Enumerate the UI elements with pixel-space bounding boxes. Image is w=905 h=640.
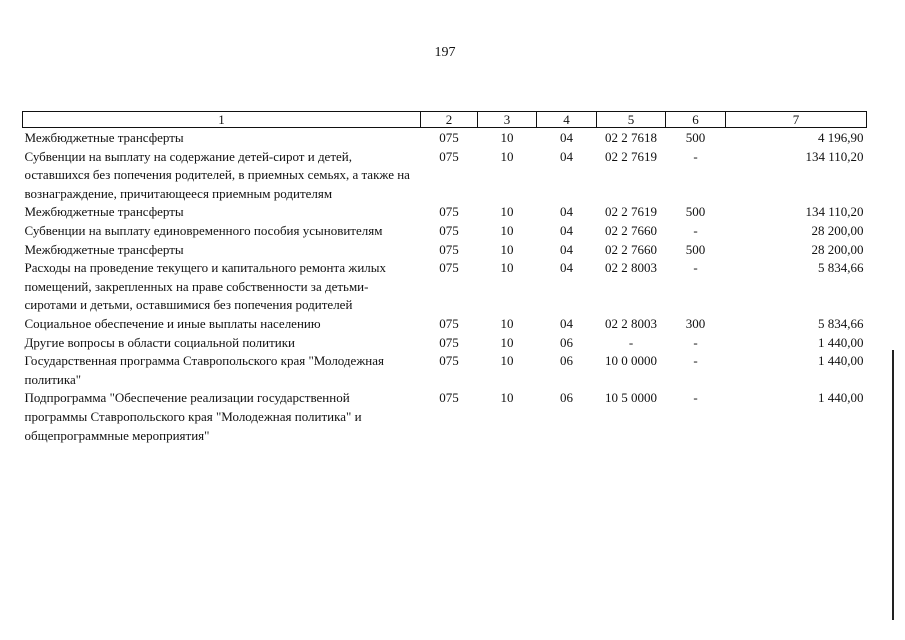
row-sum: 1 440,00 (818, 390, 864, 406)
row-sum: 134 110,20 (805, 204, 864, 220)
table-row (23, 203, 867, 222)
row-code: 075 (439, 241, 459, 257)
row-name: Межбюджетные трансферты (24, 204, 184, 220)
row-expense-type: - (693, 334, 698, 350)
row-target: 02 2 7660 (605, 222, 657, 238)
row-section: 10 (500, 260, 514, 276)
row-code: 075 (439, 204, 459, 220)
row-sum: 5 834,66 (818, 315, 864, 331)
row-section: 10 (500, 130, 514, 145)
row-subsection: 04 (560, 204, 573, 220)
row-subsection: 06 (560, 334, 573, 350)
column-header: 6 (666, 112, 726, 128)
table-row (23, 315, 867, 334)
row-subsection: 06 (560, 390, 573, 406)
row-sum: 28 200,00 (811, 241, 864, 257)
row-name: Межбюджетные трансферты (24, 130, 184, 145)
row-section: 10 (500, 315, 514, 331)
row-target: 02 2 7660 (605, 241, 657, 257)
row-subsection: 04 (560, 222, 573, 238)
row-code: 075 (439, 222, 459, 238)
row-name: Социальное обеспечение и иные выплаты населению (24, 315, 321, 331)
row-sum: 1 440,00 (818, 334, 864, 350)
row-code: 075 (439, 334, 459, 350)
column-number-row (23, 112, 867, 128)
table-row (23, 334, 867, 353)
row-expense-type: 300 (685, 315, 706, 331)
table-row (23, 148, 867, 204)
row-subsection: 04 (560, 315, 573, 331)
row-target: 10 0 0000 (605, 353, 657, 369)
table-row (23, 352, 867, 389)
row-name: Государственная программа Ставропольского края "Молодежная политика" (24, 353, 385, 387)
row-subsection: 04 (560, 241, 573, 257)
table-row (23, 222, 867, 241)
row-section: 10 (500, 148, 514, 164)
row-subsection: 04 (560, 260, 573, 276)
column-header: 2 (421, 112, 478, 128)
row-target: 10 5 0000 (605, 390, 657, 406)
row-name: Расходы на проведение текущего и капитального ремонта жилых помещений, закрепленных на праве собственности за детьми-сиротами и детьми, оставшимися без попечения родителей (24, 260, 387, 313)
row-sum: 1 440,00 (818, 353, 864, 369)
table-row (23, 241, 867, 260)
row-target: 02 2 8003 (605, 315, 657, 331)
row-expense-type: - (693, 260, 698, 276)
row-subsection: 04 (560, 148, 573, 164)
row-name: Субвенции на выплату на содержание детей-сирот и детей, оставшихся без попечения родителей, в приемных семьях, а также на вознаграждение, причитающееся приемным родителям (24, 148, 410, 201)
row-subsection: 04 (560, 130, 573, 145)
row-section: 10 (500, 222, 514, 238)
row-section: 10 (500, 241, 514, 257)
row-code: 075 (439, 390, 459, 406)
row-target: - (628, 334, 634, 350)
row-expense-type: - (693, 353, 698, 369)
column-header: 1 (23, 112, 421, 128)
row-sum: 134 110,20 (805, 148, 864, 164)
column-header: 5 (597, 112, 666, 128)
row-section: 10 (500, 390, 514, 406)
row-expense-type: 500 (685, 241, 706, 257)
scan-edge-line (892, 350, 894, 620)
row-expense-type: 500 (685, 130, 706, 145)
row-name: Субвенции на выплату единовременного пособия усыновителям (24, 222, 383, 238)
column-header: 3 (478, 112, 537, 128)
row-subsection: 06 (560, 353, 573, 369)
row-name: Подпрограмма "Обеспечение реализации государственной программы Ставропольского края "Молодежная политика" и общепрограммные мероприятия" (24, 390, 362, 443)
table-row (23, 389, 867, 445)
row-code: 075 (439, 260, 459, 276)
page-number: 197 (434, 45, 456, 60)
row-target: 02 2 7619 (605, 204, 657, 220)
row-sum: 4 196,90 (818, 130, 864, 145)
column-header: 7 (726, 112, 867, 128)
row-section: 10 (500, 353, 514, 369)
table-row (23, 259, 867, 315)
column-header: 4 (537, 112, 597, 128)
row-target: 02 2 8003 (605, 260, 657, 276)
row-code: 075 (439, 315, 459, 331)
table-row (23, 128, 867, 148)
budget-table (22, 111, 867, 445)
row-expense-type: - (693, 148, 698, 164)
row-sum: 5 834,66 (818, 260, 864, 276)
row-code: 075 (439, 130, 459, 145)
row-name: Межбюджетные трансферты (24, 241, 184, 257)
row-section: 10 (500, 204, 514, 220)
row-target: 02 2 7618 (605, 130, 657, 145)
row-expense-type: 500 (685, 204, 706, 220)
row-expense-type: - (693, 222, 698, 238)
row-sum: 28 200,00 (811, 222, 864, 238)
row-code: 075 (439, 148, 459, 164)
row-target: 02 2 7619 (605, 148, 657, 164)
row-name: Другие вопросы в области социальной политики (24, 334, 295, 350)
row-code: 075 (439, 353, 459, 369)
row-expense-type: - (693, 390, 698, 406)
row-section: 10 (500, 334, 514, 350)
